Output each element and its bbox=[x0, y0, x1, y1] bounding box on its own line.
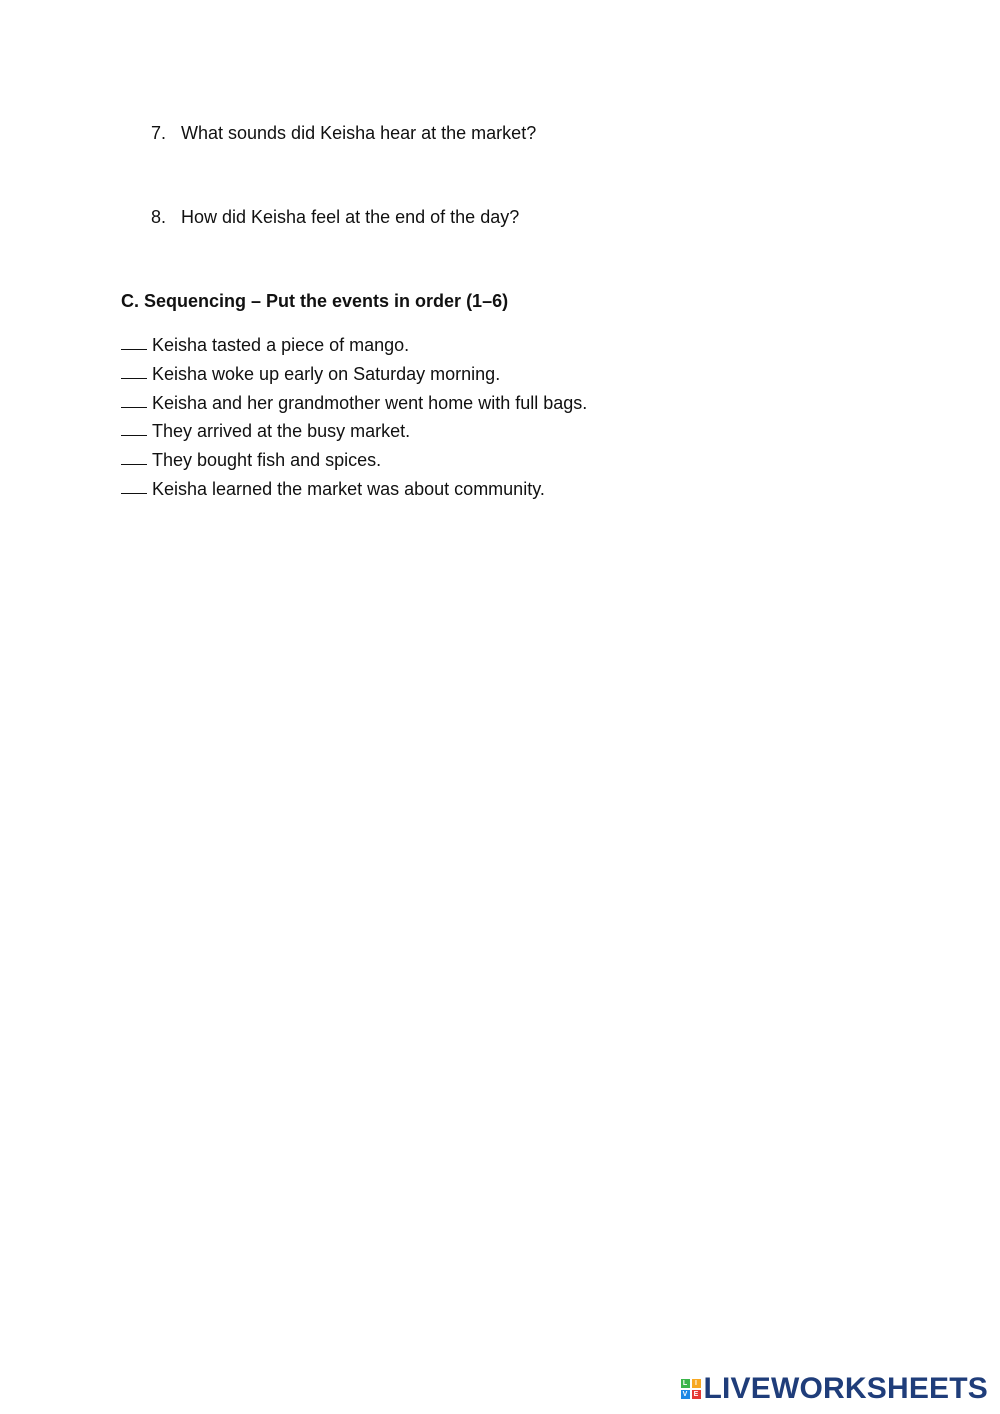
question-number: 7. bbox=[151, 123, 167, 143]
sequence-item-text: Keisha tasted a piece of mango. bbox=[152, 335, 410, 355]
question-7 bbox=[151, 122, 536, 144]
answer-blank[interactable] bbox=[121, 360, 147, 379]
answer-blank[interactable] bbox=[121, 475, 147, 494]
sequence-item bbox=[121, 475, 587, 504]
sequence-item-text: Keisha learned the market was about community. bbox=[152, 478, 545, 499]
question-text: How did Keisha feel at the end of the day? bbox=[181, 207, 520, 227]
logo-mark-i: I bbox=[692, 1379, 701, 1388]
sequence-item bbox=[121, 417, 587, 446]
sequencing-list bbox=[121, 331, 587, 504]
sequence-item-text: Keisha woke up early on Saturday morning. bbox=[152, 363, 501, 384]
answer-blank[interactable] bbox=[121, 389, 147, 408]
question-text: What sounds did Keisha hear at the market? bbox=[181, 123, 537, 143]
logo-mark-l: L bbox=[681, 1379, 690, 1388]
sequence-item bbox=[121, 360, 587, 389]
sequence-item-text: They bought fish and spices. bbox=[152, 450, 382, 471]
answer-blank[interactable] bbox=[121, 331, 147, 350]
answer-blank[interactable] bbox=[121, 417, 147, 436]
sequence-item bbox=[121, 446, 587, 475]
logo-text: LIVEWORKSHEETS bbox=[703, 1372, 988, 1405]
logo-mark-e: E bbox=[692, 1390, 701, 1399]
answer-blank[interactable] bbox=[121, 446, 147, 465]
question-number: 8. bbox=[151, 207, 167, 227]
sequence-item-text: They arrived at the busy market. bbox=[152, 421, 411, 442]
question-8 bbox=[151, 206, 519, 228]
sequence-item bbox=[121, 389, 587, 418]
logo-mark-v: V bbox=[681, 1390, 690, 1399]
liveworksheets-logo bbox=[681, 1372, 989, 1406]
sequence-item bbox=[121, 331, 587, 360]
section-c-heading: C. Sequencing – Put the events in order (1–6) bbox=[121, 291, 509, 311]
sequence-item-text: Keisha and her grandmother went home with full bags. bbox=[152, 392, 588, 413]
logo-mark-icon bbox=[681, 1379, 701, 1399]
